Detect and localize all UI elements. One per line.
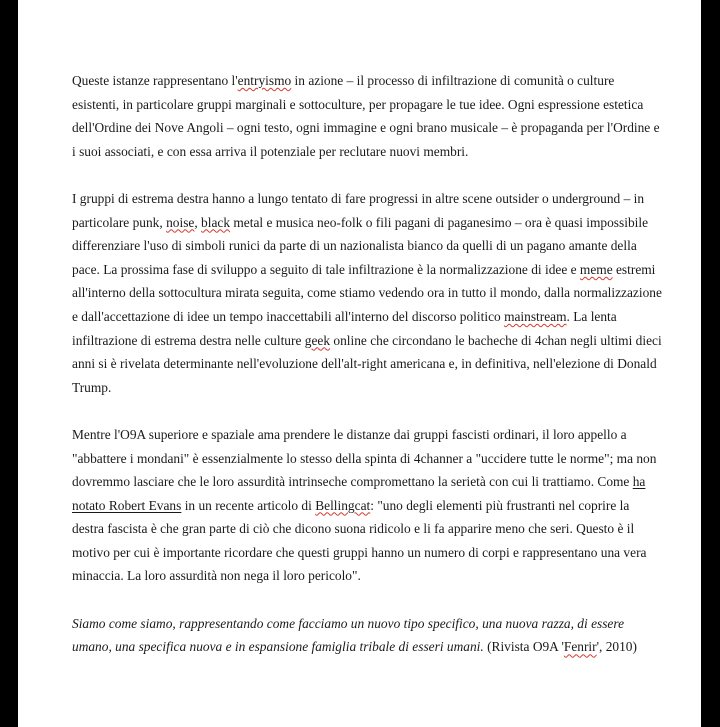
text-run: I gruppi di estrema destra hanno a lungo tentato di fare progressi in altre scene outsider o underground – in particolare punk, [72, 190, 645, 230]
spellcheck-word[interactable]: noise [166, 214, 195, 230]
text-run: online che circondano le bacheche di 4chan negli ultimi dieci anni si è rivelata determinante nell'evoluzione dell'alt-right americana e, in definitiva, nell'elezione di Donald Trump. [72, 332, 662, 395]
spellcheck-word[interactable]: meme [579, 261, 613, 277]
paragraph-1 [72, 69, 664, 163]
spellcheck-word[interactable]: entryismo [237, 73, 292, 88]
paragraph-quote [72, 612, 664, 659]
citation-after: ', 2010) [596, 639, 637, 655]
document-page [18, 0, 701, 727]
quote-text: Siamo come siamo, rappresentando come facciamo un nuovo tipo specifico, una nuova razza, di essere umano, una specifica nuova e in espansione famiglia tribale di esseri umani. [72, 615, 625, 655]
text-run: : "uno degli elementi più frustranti nel coprire la destra fascista è che gran parte di ciò che dicono suona ridicolo e li fa apparire meno che seri. Questo è il motivo per cui è importante ricordare che questi gruppi hanno un numero di corpi e rappresentano una vera minaccia. La loro assurdità non nega il loro pericolo". [72, 497, 647, 584]
spellcheck-word[interactable]: geek [304, 332, 331, 348]
text-run: in un recente articolo di [181, 497, 316, 513]
text-run: Queste istanze rappresentano l' [72, 73, 238, 88]
document-body[interactable] [72, 69, 664, 682]
citation-title: Fenrir [563, 639, 597, 655]
text-run: , [194, 214, 202, 230]
spellcheck-word[interactable]: black [201, 214, 231, 230]
text-run: in azione – il processo di infiltrazione di comunità o culture esistenti, in particolare gruppi marginali e sottoculture, per propagare le tue idee. Ogni espressione estetica dell'Ordine dei Nove Angoli – ogni testo, ogni immagine e ogni brano musicale – è propaganda per l'Ordine e i suoi associati, e con essa arriva il potenziale per reclutare nuovi membri. [72, 73, 660, 159]
text-run: metal e musica neo-folk o fili pagani di paganesimo – ora è quasi impossibile differenziare l'uso di simboli runici da parte di un nazionalista bianco da quelli di un pagano amante della pace. La prossima fase di sviluppo a seguito di tale infiltrazione è la normalizzazione di idee e [72, 214, 649, 277]
paragraph-2 [72, 187, 664, 399]
text-run: Mentre l'O9A superiore e spaziale ama prendere le distanze dai gruppi fascisti ordinari, il loro appello a "abbattere i mondani" è essenzialmente lo stesso della spinta di 4channer a "uccidere tutte le norme"; ma non dovremmo lasciare che le loro assurdità intrinseche compromettano la serietà con cui li trattiamo. Come [72, 426, 657, 490]
robert-evans-link[interactable]: ha notato Robert Evans [72, 474, 646, 513]
text-run: estremi all'interno della sottocultura mirata seguita, come stiamo vedendo ora in tutto il mondo, dalla normalizzazione e dall'accettazione di idee un tempo inaccettabili all'interno del discorso politico [72, 261, 662, 324]
paragraph-3 [72, 423, 664, 588]
spellcheck-word[interactable]: Bellingcat [315, 497, 371, 513]
citation-before: (Rivista O9A ' [483, 639, 564, 655]
spellcheck-word[interactable]: mainstream [504, 308, 567, 324]
text-run: . La lenta infiltrazione di estrema destra nelle culture [72, 308, 617, 348]
